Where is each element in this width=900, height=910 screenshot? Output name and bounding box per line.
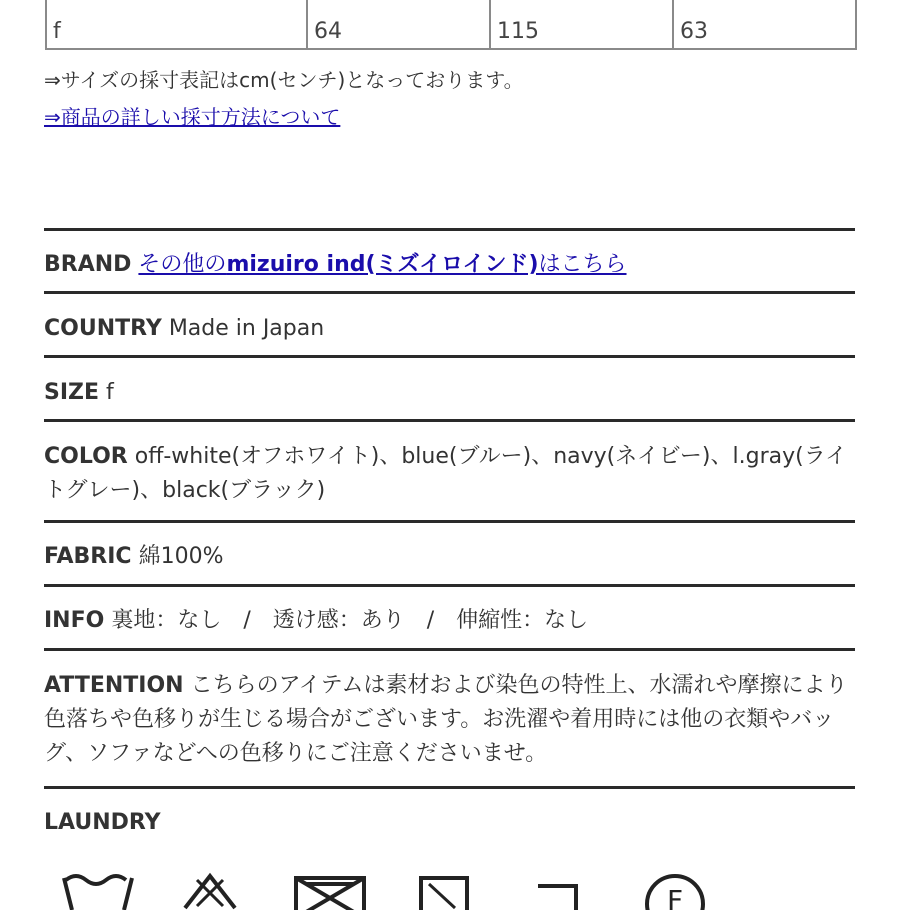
no-tumble-dry-icon bbox=[290, 870, 370, 910]
line-dry-icon bbox=[415, 870, 475, 910]
spec-value: off-white(オフホワイト)、blue(ブルー)、navy(ネイビー)、l.gray(ライトグレー)、black(ブラック) bbox=[44, 444, 848, 503]
divider bbox=[44, 355, 855, 358]
spec-label: LAUNDRY bbox=[44, 810, 161, 835]
spec-label: COLOR bbox=[44, 444, 128, 469]
spec-value: 裏地：なし / 透け感：あり / 伸縮性：なし bbox=[111, 608, 589, 633]
spec-value: 綿100% bbox=[138, 544, 224, 569]
spec-country bbox=[44, 312, 855, 346]
table-cell-size: f bbox=[46, 0, 307, 49]
spec-attention bbox=[44, 669, 855, 771]
spec-label: COUNTRY bbox=[44, 316, 162, 341]
spec-label: FABRIC bbox=[44, 544, 132, 569]
brand-link[interactable]: その他のmizuiro ind(ミズイロインド)はこちら bbox=[138, 252, 627, 277]
table-cell-value: 64 bbox=[307, 0, 490, 49]
spec-laundry bbox=[44, 806, 855, 840]
spec-size bbox=[44, 376, 855, 410]
wash-tub-icon bbox=[60, 870, 140, 910]
spec-label: BRAND bbox=[44, 252, 132, 277]
divider bbox=[44, 584, 855, 587]
bleach-triangle-icon bbox=[175, 870, 245, 910]
divider bbox=[44, 520, 855, 523]
dry-clean-letter: F bbox=[666, 884, 684, 910]
divider bbox=[44, 648, 855, 651]
dry-clean-f-icon bbox=[640, 870, 710, 910]
spec-value: こちらのアイテムは素材および染色の特性上、水濡れや摩擦により色落ちや色移りが生じる場合がございます。お洗濯や着用時には他の衣類やバッグ、ソファなどへの色移りにご注意くださいませ。 bbox=[44, 673, 848, 766]
divider bbox=[44, 291, 855, 294]
divider bbox=[44, 786, 855, 789]
divider bbox=[44, 419, 855, 422]
table-row bbox=[46, 0, 856, 49]
spec-value: Made in Japan bbox=[168, 316, 325, 341]
size-unit-note: ⇒サイズの採寸表記はcm(センチ)となっております。 bbox=[44, 68, 524, 92]
spec-label: SIZE bbox=[44, 380, 100, 405]
measurement-method-link[interactable]: ⇒商品の詳しい採寸方法について bbox=[44, 105, 341, 129]
table-cell-value: 63 bbox=[673, 0, 856, 49]
spec-color bbox=[44, 440, 855, 508]
spec-label: INFO bbox=[44, 608, 105, 633]
size-table bbox=[45, 0, 857, 50]
divider bbox=[44, 228, 855, 231]
spec-brand bbox=[44, 248, 855, 282]
spec-label: ATTENTION bbox=[44, 673, 184, 698]
spec-value: f bbox=[106, 380, 114, 405]
spec-info bbox=[44, 604, 855, 638]
laundry-icons bbox=[60, 870, 740, 910]
table-cell-value: 115 bbox=[490, 0, 673, 49]
iron-icon bbox=[530, 870, 600, 910]
spec-fabric bbox=[44, 540, 855, 574]
